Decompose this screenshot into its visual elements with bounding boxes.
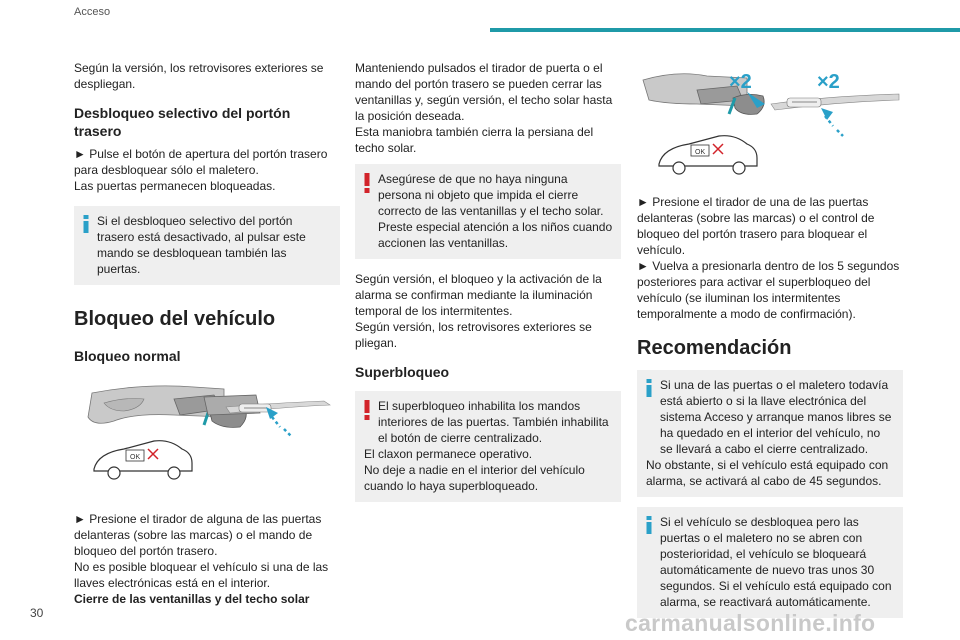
running-header: Acceso bbox=[74, 6, 111, 18]
info-icon bbox=[646, 379, 652, 401]
info-icon bbox=[83, 215, 89, 237]
warning-text: Asegúrese de que no haya ninguna persona ni objeto que impida el cierre correcto de las ventanillas y el techo solar. Preste especial atención a los niños cuando accionen las ventanillas. bbox=[378, 172, 613, 250]
illustration-door-handle bbox=[74, 377, 340, 489]
page-number: 30 bbox=[30, 606, 44, 620]
paragraph: Esta maniobra también cierra la persiana del techo solar. bbox=[355, 125, 594, 155]
press-twice-label: ×2 bbox=[817, 71, 840, 93]
column-3 bbox=[637, 60, 903, 618]
footer-watermark: carmanualsonline.info bbox=[625, 610, 876, 636]
heading-normal-lock: Bloqueo normal bbox=[74, 348, 181, 364]
paragraph: ► Pulse el botón de apertura del portón trasero para desbloquear sólo el maletero. bbox=[74, 147, 328, 177]
warning-text: El claxon permanece operativo. bbox=[364, 447, 533, 461]
warning-text: No deje a nadie en el interior del vehículo cuando lo haya superbloqueado. bbox=[364, 463, 585, 493]
info-text: Si el vehículo se desbloquea pero las puertas o el maletero no se abren con posterioridad, el vehículo se bloqueará automáticamente de nuevo tras unos 30 segundos. Si el vehículo está equipado con alarma, se reactivará automáticamente. bbox=[660, 515, 892, 609]
column-1 bbox=[74, 60, 340, 607]
info-text: Si una de las puertas o el maletero todavía está abierto o si la llave electrónica del sistema Acceso y arranque manos libres se ha quedado en el interior del vehículo, no se llevará a cabo el cierre centralizado. bbox=[660, 378, 892, 456]
paragraph: No es posible bloquear el vehículo si una de las llaves electrónicas está en el interior. bbox=[74, 560, 329, 590]
info-text: Si el desbloqueo selectivo del portón trasero está desactivado, al pulsar este mando se desbloquean también las puertas. bbox=[97, 214, 306, 276]
info-box bbox=[637, 507, 903, 618]
warning-box bbox=[355, 391, 621, 502]
paragraph: ► Vuelva a presionarla dentro de los 5 segundos posteriores para activar el superbloqueo del vehículo (se iluminan los intermitentes temporalmente a modo de confirmación). bbox=[637, 259, 900, 321]
heading-superlock: Superbloqueo bbox=[355, 364, 450, 380]
info-box bbox=[74, 206, 340, 285]
heading-vehicle-lock: Bloqueo del vehículo bbox=[74, 308, 276, 330]
info-icon bbox=[646, 516, 652, 538]
paragraph: Según la versión, los retrovisores exteriores se despliegan. bbox=[74, 61, 324, 91]
warning-icon bbox=[364, 173, 370, 197]
door-handle-drawing bbox=[74, 377, 340, 489]
superlock-drawing bbox=[637, 60, 903, 178]
heading-selective-unlock: Desbloqueo selectivo del portón trasero bbox=[74, 105, 291, 139]
header-accent-bar bbox=[490, 28, 960, 32]
paragraph: ► Presione el tirador de una de las puertas delanteras (sobre las marcas) o el control de bloqueo del portón trasero para bloquear el vehículo. bbox=[637, 195, 875, 257]
paragraph: ► Presione el tirador de alguna de las puertas delanteras (sobre las marcas) o el mando de bloqueo del portón trasero. bbox=[74, 512, 322, 558]
column-2 bbox=[355, 60, 621, 502]
paragraph: Según versión, los retrovisores exteriores se pliegan. bbox=[355, 320, 592, 350]
paragraph: Las puertas permanecen bloqueadas. bbox=[74, 179, 276, 193]
subheading-windows-closing: Cierre de las ventanillas y del techo solar bbox=[74, 592, 310, 606]
info-box bbox=[637, 370, 903, 497]
press-twice-label: ×2 bbox=[729, 71, 752, 93]
warning-icon bbox=[364, 400, 370, 424]
paragraph: Según versión, el bloqueo y la activación de la alarma se confirman mediante la iluminación temporal de los intermitentes. bbox=[355, 272, 602, 318]
illustration-superlock bbox=[637, 60, 903, 178]
car-ok-label: OK bbox=[695, 149, 706, 156]
warning-box bbox=[355, 164, 621, 259]
heading-recommendation: Recomendación bbox=[637, 337, 792, 359]
paragraph: Manteniendo pulsados el tirador de puerta o el mando del portón trasero se pueden cerrar las ventanillas y, según versión, el techo solar hasta la posición deseada. bbox=[355, 61, 613, 123]
car-ok-label: OK bbox=[130, 454, 141, 461]
info-text: No obstante, si el vehículo está equipado con alarma, se activará al cabo de 45 segundos. bbox=[646, 458, 889, 488]
warning-text: El superbloqueo inhabilita los mandos interiores de las puertas. También inhabilita el botón de cierre centralizado. bbox=[378, 399, 609, 445]
